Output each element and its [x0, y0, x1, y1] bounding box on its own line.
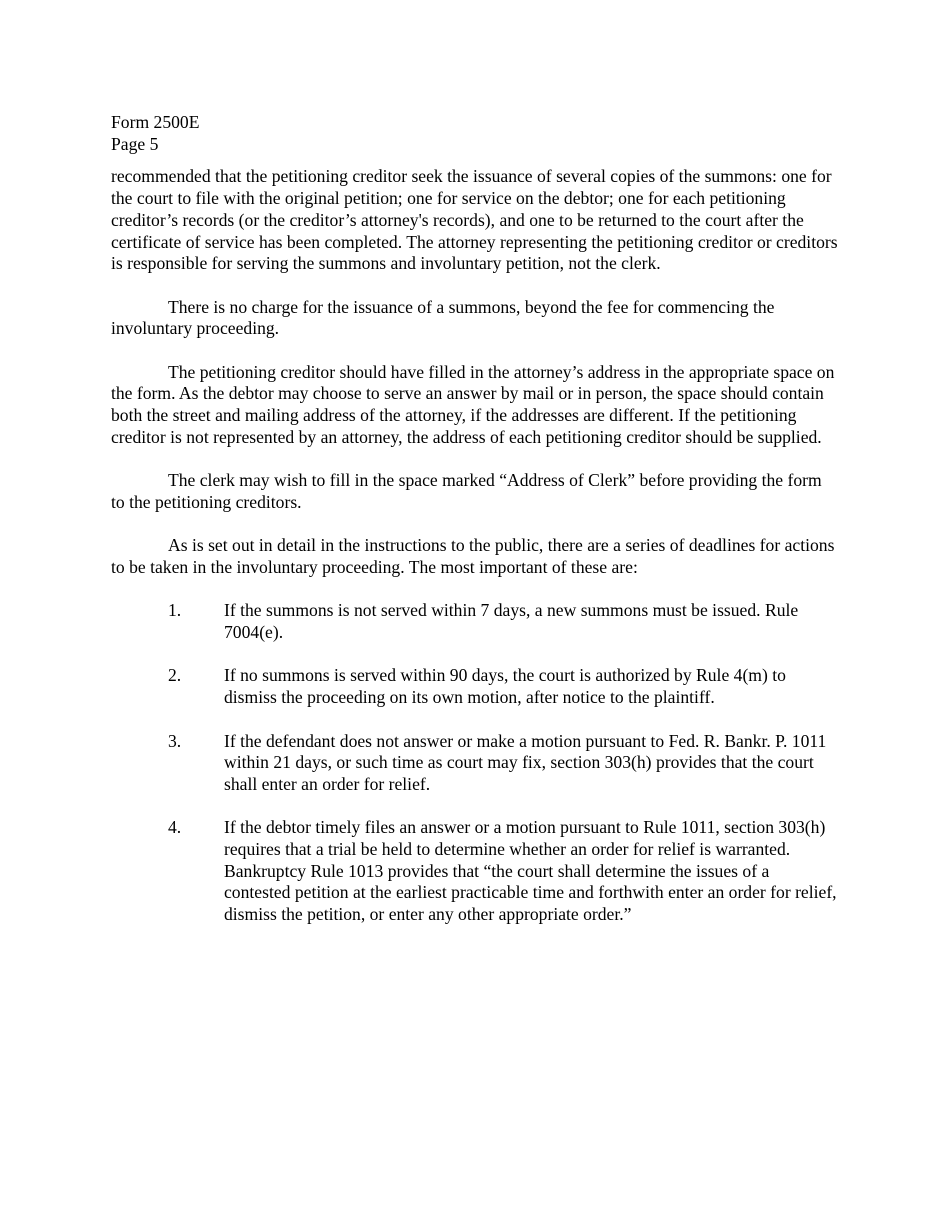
list-item-text: If the summons is not served within 7 days, a new summons must be issued. Rule 7004(e). — [224, 600, 799, 643]
paragraph-summons-copies: recommended that the petitioning creditor seek the issuance of several copies of the summons: one for the court to file with the original petition; one for service on the debtor; one for each petitioning creditor’s records (or the creditor’s attorney's records), and one to be returned to the court after the certificate of service has been completed. The attorney representing the petitioning creditor or creditors is responsible for serving the summons and involuntary petition, not the clerk. — [111, 166, 838, 274]
list-item-number: 2. — [168, 665, 182, 686]
paragraph-address-of-clerk: The clerk may wish to fill in the space marked “Address of Clerk” before providing the form to the petitioning creditors. — [111, 470, 822, 512]
list-item — [168, 817, 839, 926]
list-item — [168, 665, 839, 708]
document-page — [111, 112, 839, 948]
list-item-text: If no summons is served within 90 days, the court is authorized by Rule 4(m) to dismiss the proceeding on its own motion, after notice to the plaintiff. — [224, 665, 786, 708]
deadlines-list — [111, 600, 839, 926]
document-body — [111, 166, 839, 925]
list-item-number: 3. — [168, 730, 182, 751]
paragraph-no-charge: There is no charge for the issuance of a summons, beyond the fee for commencing the involuntary proceeding. — [111, 296, 775, 339]
list-item-text: If the defendant does not answer or make a motion pursuant to Fed. R. Bankr. P. 1011 within 21 days, or such time as court may fix, section 303(h) provides that the court shall enter an order for relief. — [224, 730, 827, 794]
paragraph-deadlines-intro: As is set out in detail in the instructions to the public, there are a series of deadlines for actions to be taken in the involuntary proceeding. The most important of these are: — [111, 535, 835, 577]
paragraph-attorney-address: The petitioning creditor should have filled in the attorney’s address in the appropriate space on the form. As the debtor may choose to serve an answer by mail or in person, the space should contain both the street and mailing address of the attorney, if the addresses are different. If the petitioning creditor is not represented by an attorney, the address of each petitioning creditor should be supplied. — [111, 361, 835, 447]
list-item-number: 4. — [168, 817, 182, 838]
list-item — [168, 600, 839, 643]
form-number: Form 2500E — [111, 112, 200, 132]
list-item-text: If the debtor timely files an answer or a motion pursuant to Rule 1011, section 303(h) requires that a trial be held to determine whether an order for relief is warranted. Bankruptcy Rule 1013 provides that “the court shall determine the issues of a contested petition at the earliest practicable time and forthwith enter an order for relief, dismiss the petition, or enter any other appropriate order.” — [224, 817, 837, 925]
list-item-number: 1. — [168, 600, 182, 621]
list-item — [168, 731, 839, 796]
page-number: Page 5 — [111, 133, 159, 154]
